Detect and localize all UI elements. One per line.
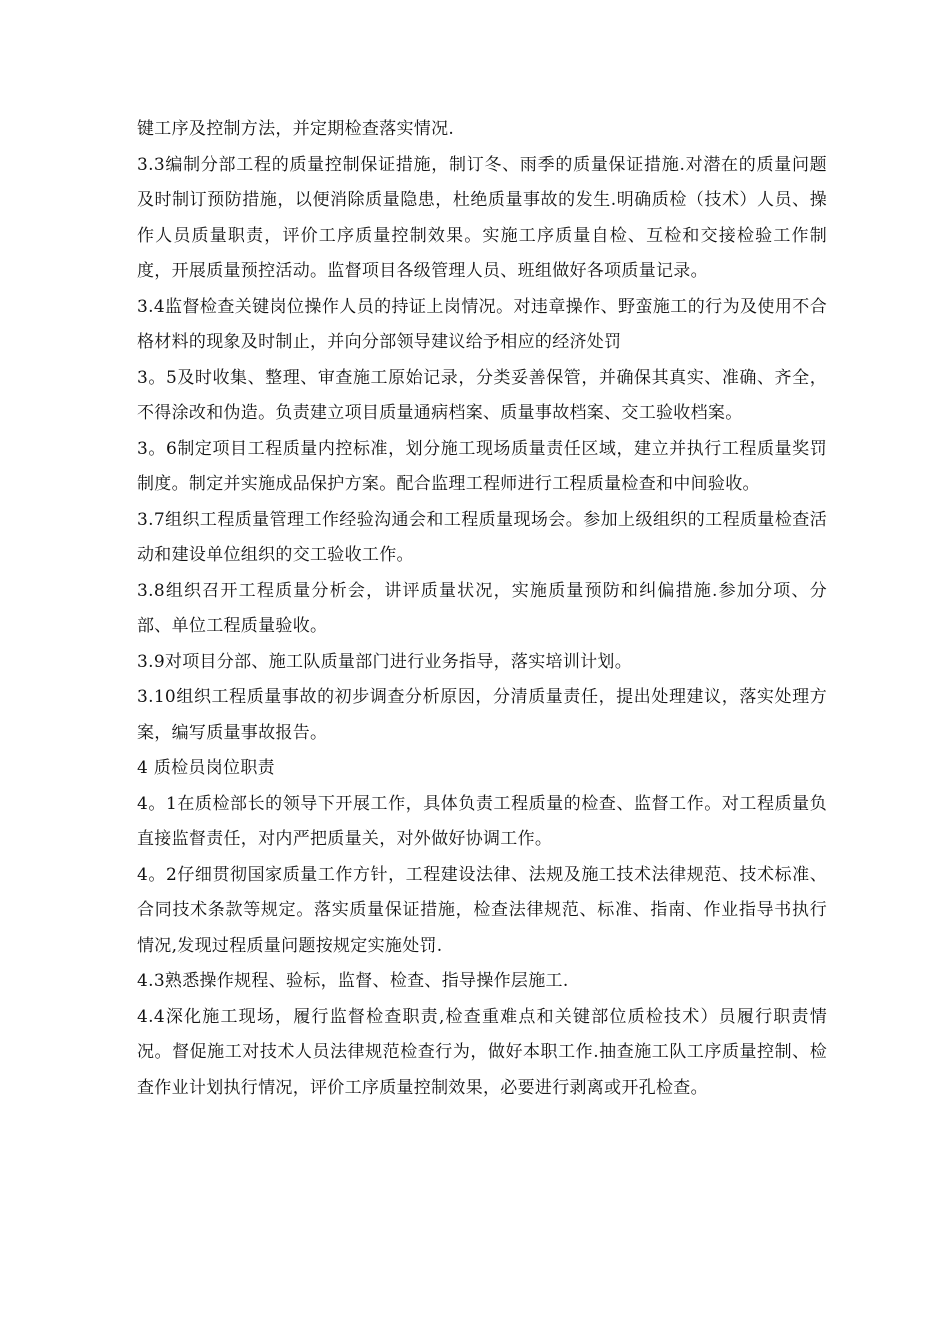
paragraph-3-8: 3.8组织召开工程质量分析会，讲评质量状况，实施质量预防和纠偏措施.参加分项、分部、单位工程质量验收。 [137, 580, 827, 636]
paragraph-3-4: 3.4监督检查关键岗位操作人员的持证上岗情况。对违章操作、野蛮施工的行为及使用不合格材料的现象及时制止，并向分部领导建议给予相应的经济处罚 [137, 296, 827, 352]
paragraph-4-1: 4。1在质检部长的领导下开展工作，具体负责工程质量的检查、监督工作。对工程质量负直接监督责任，对内严把质量关，对外做好协调工作。 [137, 793, 827, 849]
paragraph-4-2: 4。2仔细贯彻国家质量工作方针，工程建设法律、法规及施工技术法律规范、技术标准、合同技术条款等规定。落实质量保证措施，检查法律规范、标准、指南、作业指导书执行情况,发现过程质量问题按规定实施处罚. [137, 864, 827, 956]
paragraph-4-3: 4.3熟悉操作规程、验标，监督、检查、指导操作层施工. [137, 971, 569, 991]
paragraph-key-process: 键工序及控制方法，并定期检查落实情况. [137, 119, 455, 139]
paragraph-3-6: 3。6制定项目工程质量内控标准，划分施工现场质量责任区域，建立并执行工程质量奖罚制度。制定并实施成品保护方案。配合监理工程师进行工程质量检查和中间验收。 [137, 438, 827, 494]
document-body [137, 112, 827, 1106]
section-heading-4: 4 质检员岗位职责 [137, 758, 275, 778]
paragraph-3-7: 3.7组织工程质量管理工作经验沟通会和工程质量现场会。参加上级组织的工程质量检查活动和建设单位组织的交工验收工作。 [137, 509, 827, 565]
paragraph-3-3: 3.3编制分部工程的质量控制保证措施，制订冬、雨季的质量保证措施.对潜在的质量问题及时制订预防措施，以便消除质量隐患，杜绝质量事故的发生.明确质检（技术）人员、操作人员质量职责，评价工序质量控制效果。实施工序质量自检、互检和交接检验工作制度，开展质量预控活动。监督项目各级管理人员、班组做好各项质量记录。 [137, 154, 827, 281]
paragraph-4-4: 4.4深化施工现场，履行监督检查职责,检查重难点和关键部位质检技术）员履行职责情况。督促施工对技术人员法律规范检查行为，做好本职工作.抽查施工队工序质量控制、检查作业计划执行情况，评价工序质量控制效果，必要进行剥离或开孔检查。 [137, 1006, 827, 1098]
paragraph-3-10: 3.10组织工程质量事故的初步调查分析原因，分清质量责任，提出处理建议，落实处理方案，编写质量事故报告。 [137, 687, 827, 743]
paragraph-3-9: 3.9对项目分部、施工队质量部门进行业务指导，落实培训计划。 [137, 651, 633, 672]
paragraph-3-5: 3。5及时收集、整理、审查施工原始记录，分类妥善保管，并确保其真实、准确、齐全，不得涂改和伪造。负责建立项目质量通病档案、质量事故档案、交工验收档案。 [137, 367, 827, 423]
